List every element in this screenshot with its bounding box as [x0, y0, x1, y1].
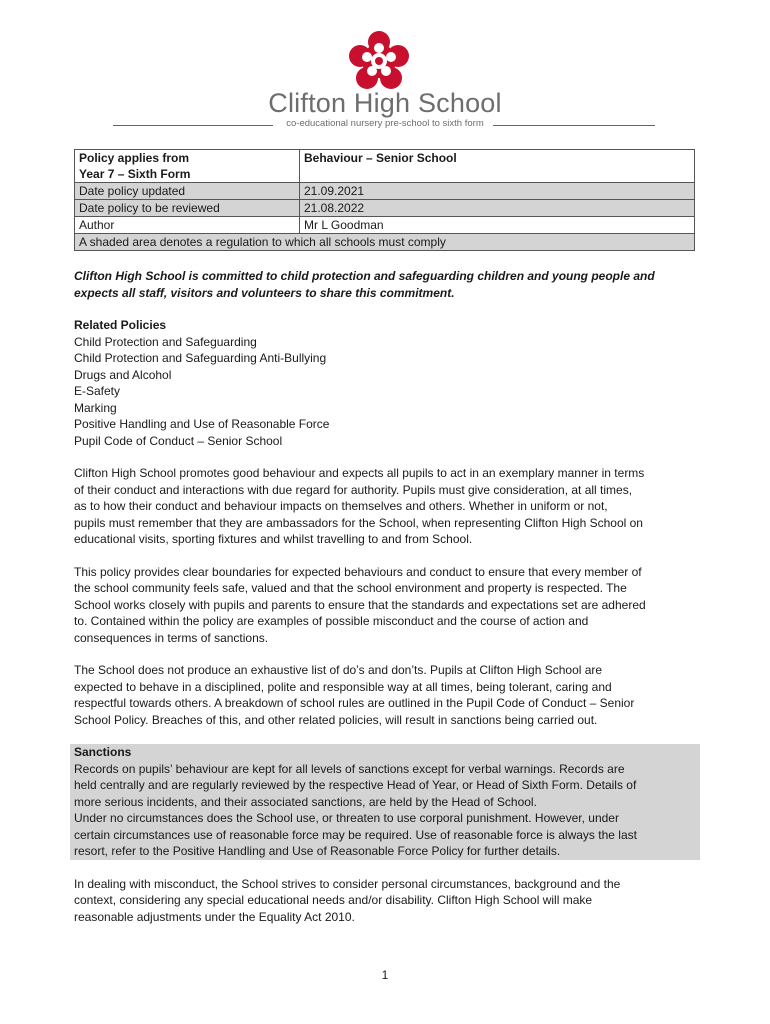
text-line: The School does not produce an exhaustive list of do’s and don’ts. Pupils at Clifton High School are [74, 663, 603, 677]
applies-label-line1: Policy applies from [79, 151, 190, 165]
sanctions-section [70, 744, 700, 860]
table-row [75, 200, 695, 217]
author-value: Mr L Goodman [300, 217, 695, 234]
list-item: E-Safety [74, 384, 121, 398]
text-line: to. Contained within the policy are examples of possible misconduct and the course of action and [74, 614, 589, 628]
list-item: Pupil Code of Conduct – Senior School [74, 433, 283, 448]
text-line: the school community feels safe, valued and that the school environment and property is respected. The [74, 581, 627, 595]
text-line: certain circumstances use of reasonable force may be required. Use of reasonable force is always the last [74, 827, 637, 842]
text-line: Clifton High School promotes good behaviour and expects all pupils to act in an exemplary manner in terms [74, 466, 645, 480]
table-row [75, 183, 695, 200]
text-line: as to how their conduct and behaviour impacts on themselves and others. Whether in uniform or not, [74, 499, 608, 513]
list-item: Child Protection and Safeguarding Anti-Bullying [74, 351, 327, 365]
text-line: consequences in terms of sanctions. [74, 630, 269, 645]
paragraph-behaviour [74, 465, 696, 548]
policy-title: Behaviour – Senior School [300, 150, 695, 183]
list-item: Positive Handling and Use of Reasonable Force [74, 417, 330, 431]
text-line: more serious incidents, and their associated sanctions, are held by the Head of School. [74, 794, 537, 809]
text-line: expected to behave in a disciplined, polite and responsible way at all times, being tolerant, caring and [74, 679, 612, 694]
text-line: reasonable adjustments under the Equality Act 2010. [74, 909, 355, 924]
sanctions-heading: Sanctions [74, 745, 132, 759]
page-number: 1 [381, 968, 389, 982]
intro-line-1: Clifton High School is committed to child protection and safeguarding children and young people and [74, 269, 655, 283]
safeguarding-statement [74, 268, 696, 301]
text-line: resort, refer to the Positive Handling and Use of Reasonable Force Policy for further details. [74, 844, 561, 858]
intro-line-2: expects all staff, visitors and volunteers to share this commitment. [74, 285, 455, 300]
applies-label [75, 150, 300, 183]
paragraph-closing [74, 876, 696, 926]
text-line: School works closely with pupils and parents to ensure that the standards and expectations set are adhered [74, 597, 646, 612]
list-item: Drugs and Alcohol [74, 367, 172, 382]
text-line: Records on pupils’ behaviour are kept for all levels of sanctions except for verbal warnings. Records are [74, 761, 625, 776]
text-line: In dealing with misconduct, the School strives to consider personal circumstances, background and the [74, 876, 621, 891]
applies-label-line2: Year 7 – Sixth Form [79, 167, 191, 181]
school-name: Clifton High School [268, 88, 502, 118]
policy-info-table [74, 149, 695, 251]
text-line: pupils must remember that they are ambassadors for the School, when representing Clifton High School on [74, 515, 643, 530]
school-tagline: co-educational nursery pre-school to sixth form [286, 118, 484, 129]
updated-value: 21.09.2021 [300, 183, 695, 200]
letterhead [0, 30, 770, 140]
text-line: educational visits, sporting fixtures and whilst travelling to and from School. [74, 532, 473, 546]
related-policies-heading: Related Policies [74, 318, 167, 332]
paragraph-boundaries [74, 564, 696, 647]
table-row [75, 150, 695, 183]
header-rule-right [493, 125, 655, 126]
related-policies-list [74, 334, 696, 450]
table-row [75, 234, 695, 251]
updated-label: Date policy updated [75, 183, 300, 200]
paragraph-rules [74, 662, 696, 728]
text-line: respectful towards others. A breakdown of school rules are outlined in the Pupil Code of Conduct – Senior [74, 696, 635, 710]
text-line: This policy provides clear boundaries for expected behaviours and conduct to ensure that every member of [74, 564, 642, 579]
table-row [75, 217, 695, 234]
list-item: Marking [74, 400, 117, 415]
tudor-rose-icon [348, 30, 410, 92]
text-line: context, considering any special educational needs and/or disability. Clifton High School will make [74, 893, 593, 907]
shaded-note: A shaded area denotes a regulation to which all schools must comply [75, 234, 695, 251]
policy-body [74, 268, 696, 925]
text-line: of their conduct and interactions with due regard for authority. Pupils must give consideration, at all times, [74, 482, 633, 497]
author-label: Author [75, 217, 300, 234]
list-item: Child Protection and Safeguarding [74, 334, 257, 349]
text-line: held centrally and are regularly reviewed by the respective Head of Year, or Head of Sixth Form. Details of [74, 778, 637, 792]
text-line: Under no circumstances does the School use, or threaten to use corporal punishment. However, under [74, 811, 619, 825]
review-label: Date policy to be reviewed [75, 200, 300, 217]
text-line: School Policy. Breaches of this, and other related policies, will result in sanctions being carried out. [74, 712, 598, 727]
review-value: 21.08.2022 [300, 200, 695, 217]
